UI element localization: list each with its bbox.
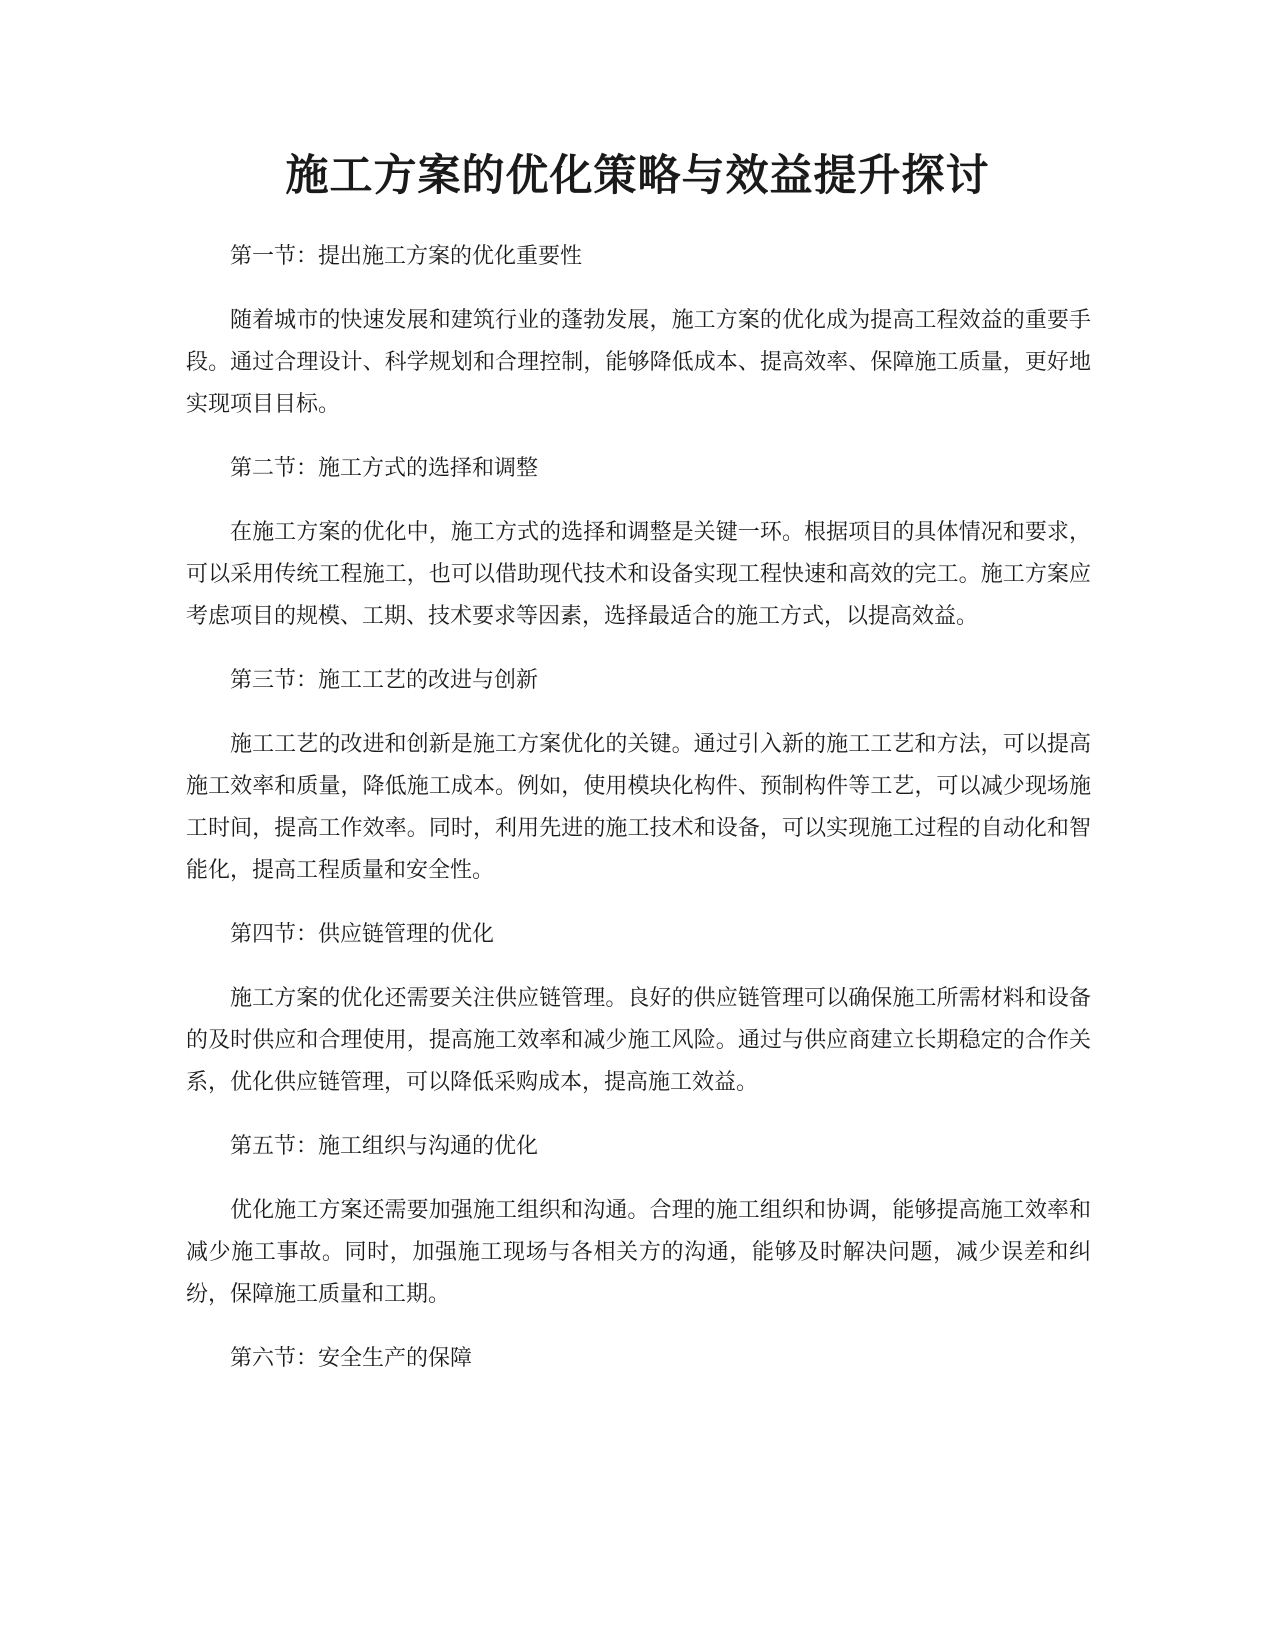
section-paragraph-2: 在施工方案的优化中，施工方式的选择和调整是关键一环。根据项目的具体情况和要求，可以采用传统工程施工，也可以借助现代技术和设备实现工程快速和高效的完工。施工方案应考虑项目的规模、工期、技术要求等因素，选择最适合的施工方式，以提高效益。 (186, 520, 1091, 629)
document-title: 施工方案的优化策略与效益提升探讨 (285, 151, 990, 201)
section-heading-6: 第六节：安全生产的保障 (230, 1346, 473, 1371)
section-paragraph-3: 施工工艺的改进和创新是施工方案优化的关键。通过引入新的施工工艺和方法，可以提高施工效率和质量，降低施工成本。例如，使用模块化构件、预制构件等工艺，可以减少现场施工时间，提高工作效率。同时，利用先进的施工技术和设备，可以实现施工过程的自动化和智能化，提高工程质量和安全性。 (186, 732, 1091, 883)
section-heading-3: 第三节：施工工艺的改进与创新 (230, 668, 539, 693)
section-paragraph-4: 施工方案的优化还需要关注供应链管理。良好的供应链管理可以确保施工所需材料和设备的及时供应和合理使用，提高施工效率和减少施工风险。通过与供应商建立长期稳定的合作关系，优化供应链管理，可以降低采购成本，提高施工效益。 (186, 986, 1091, 1095)
section-paragraph-5: 优化施工方案还需要加强施工组织和沟通。合理的施工组织和协调，能够提高施工效率和减少施工事故。同时，加强施工现场与各相关方的沟通，能够及时解决问题，减少误差和纠纷，保障施工质量和工期。 (186, 1198, 1091, 1307)
section-heading-1: 第一节：提出施工方案的优化重要性 (230, 244, 583, 269)
section-paragraph-1: 随着城市的快速发展和建筑行业的蓬勃发展，施工方案的优化成为提高工程效益的重要手段。通过合理设计、科学规划和合理控制，能够降低成本、提高效率、保障施工质量，更好地实现项目目标。 (186, 308, 1091, 417)
section-heading-4: 第四节：供应链管理的优化 (230, 922, 495, 947)
section-heading-2: 第二节：施工方式的选择和调整 (230, 456, 539, 481)
section-heading-5: 第五节：施工组织与沟通的优化 (230, 1134, 539, 1159)
document-body (186, 236, 1091, 1402)
